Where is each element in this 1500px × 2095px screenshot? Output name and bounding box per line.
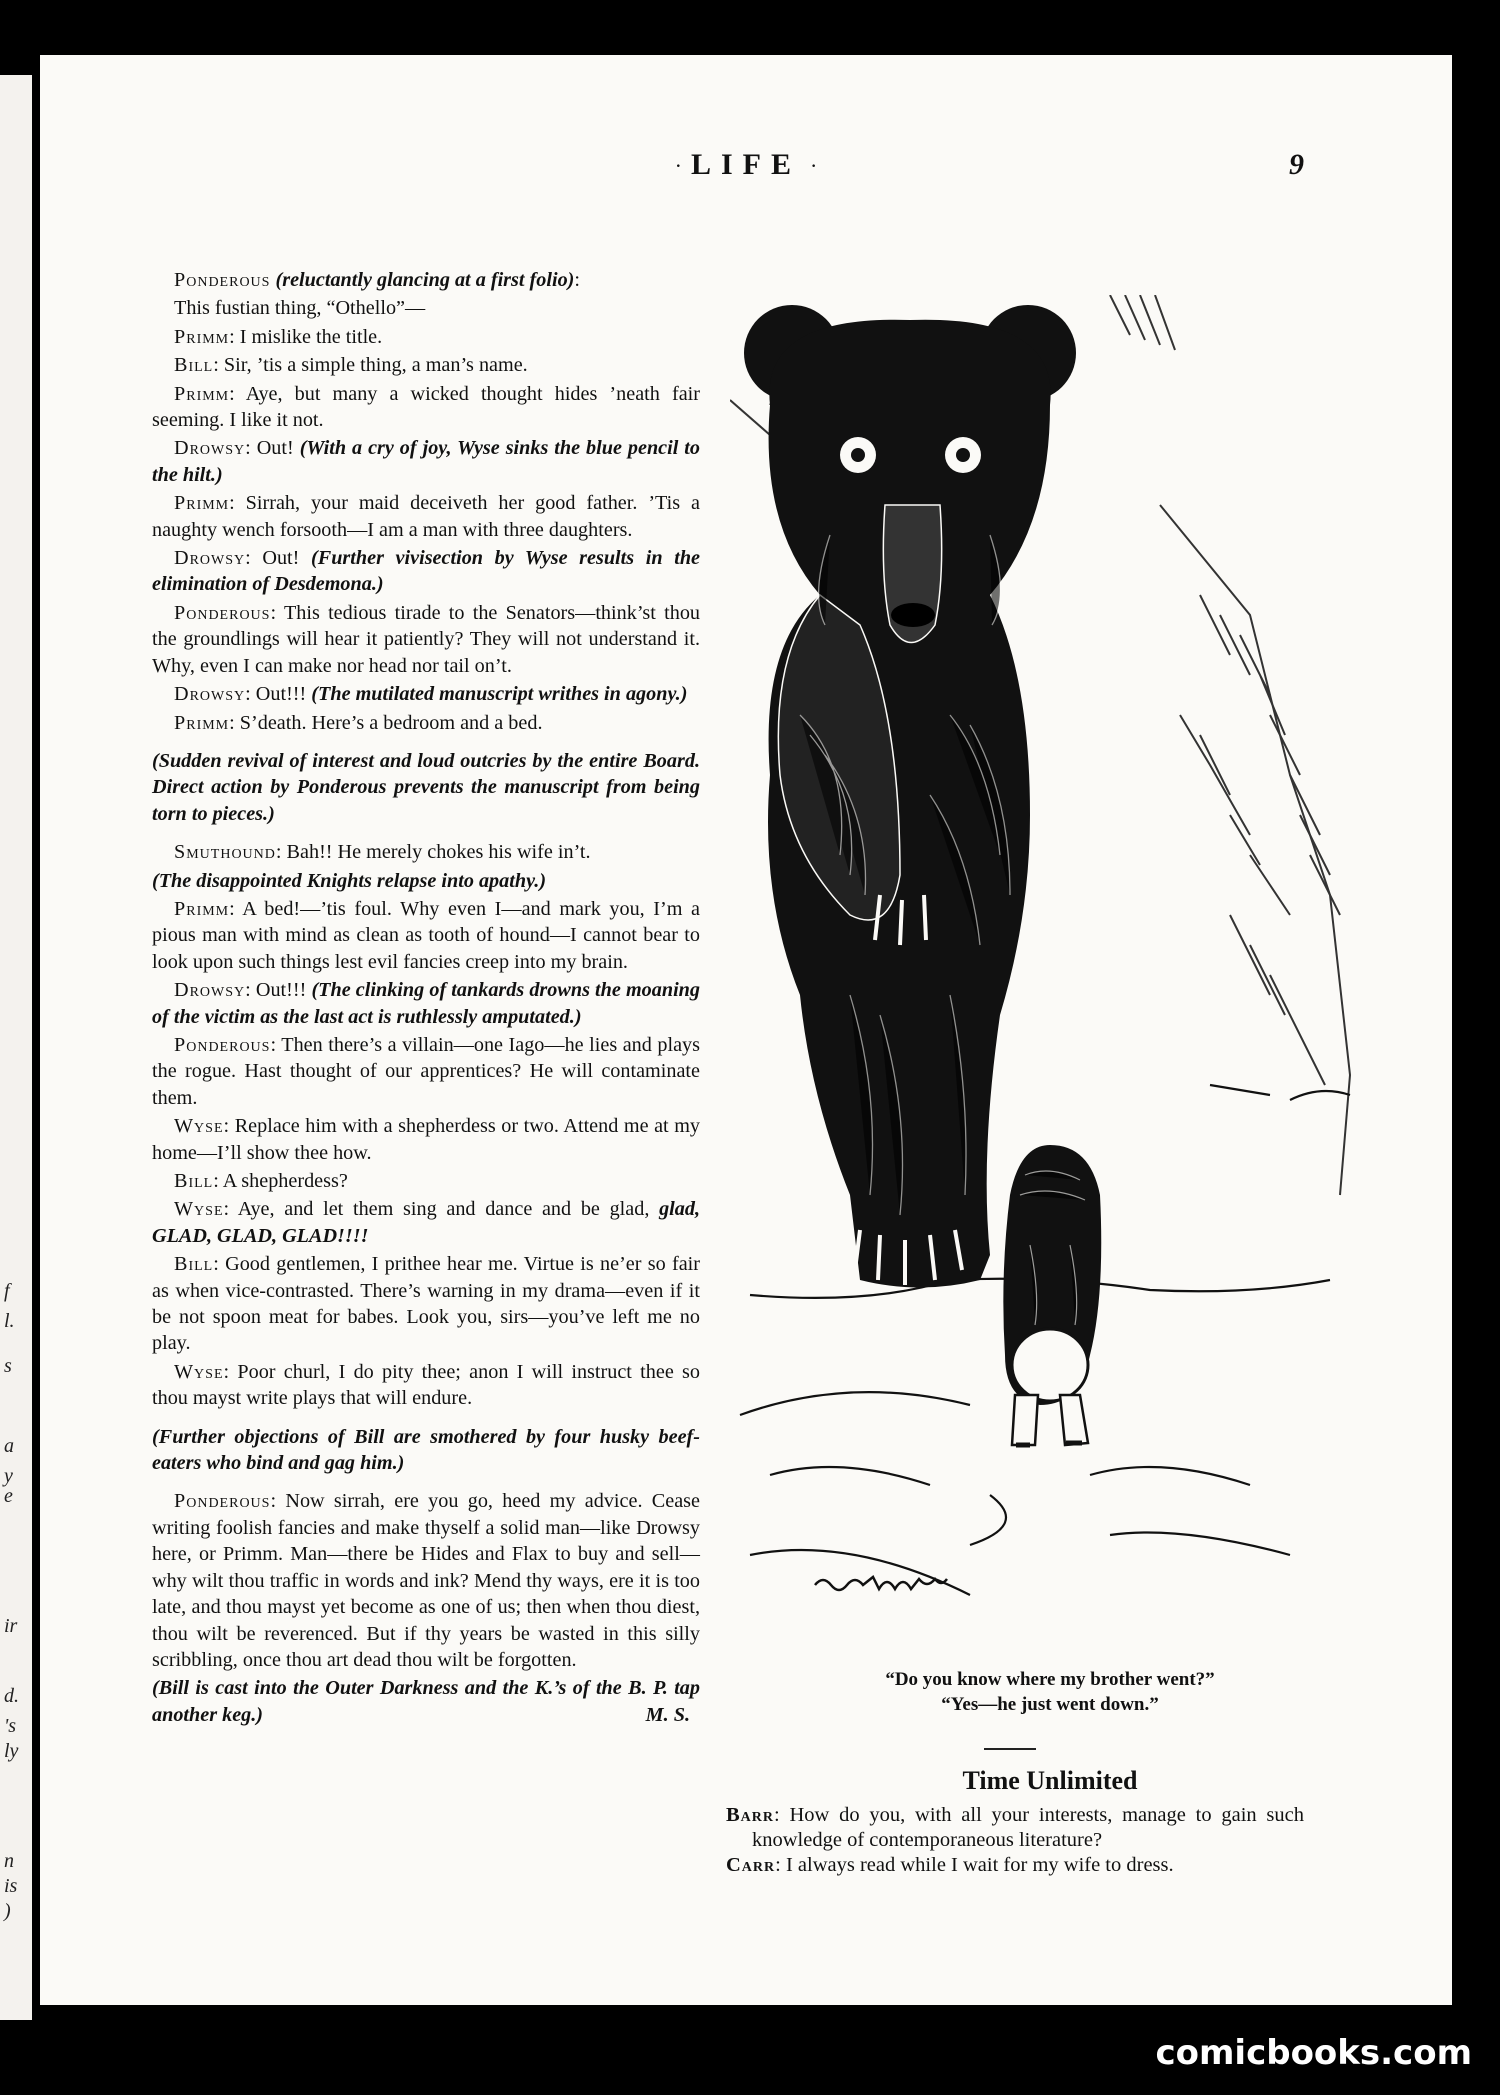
facing-page-edge (0, 75, 32, 2020)
closing-stage-direction: (Bill is cast into the Outer Darkness and the K.’s of the B. P. tap another keg.) M. S. (152, 1675, 700, 1728)
site-watermark: comicbooks.com (1155, 2033, 1472, 2073)
dialogue-line: Ponderous: This tedious tirade to the Senators—think’st thou the groundlings will hear it patiently? They will not understand it. Why, even I can make nor head nor tail on’t. (152, 601, 701, 677)
dialogue-line: Primm: Sirrah, your maid deceiveth her good father. ’Tis a naughty wench forsooth—I am a man with three daughters. (152, 492, 701, 541)
dialogue-line: Bill: Good gentlemen, I prithee hear me. Virtue is ne’er so fair as when vice-contrasted. There’s warning in my drama—even if it be not spoon meat for babes. Look you, sirs—you’ve left me no play. (152, 1253, 700, 1355)
dialogue-line: Smuthound: Bah!! He merely chokes his wife in’t. (174, 841, 591, 864)
dialogue-line: Wyse: Replace him with a shepherdess or two. Attend me at my home—I’ll show thee how. (152, 1115, 701, 1164)
facing-page-fragment: ir (4, 1615, 18, 1637)
section-divider (984, 1748, 1036, 1750)
dialogue-line: Ponderous (reluctantly glancing at a first folio): (174, 269, 581, 291)
joke-body (726, 1803, 1304, 1878)
facing-page-fragment: ) (4, 1900, 11, 1922)
facing-page-fragment: y (4, 1465, 13, 1487)
dialogue-line: Primm: A bed!—’tis foul. Why even I—and mark you, I’m a pious man with mind as clean as tooth of hound—I cannot bear to look upon such things lest evil fancies creep into my brain. (152, 897, 700, 973)
magazine-page (40, 55, 1452, 2005)
page-number: 9 (1289, 148, 1304, 181)
dialogue-line: Drowsy: Out! (With a cry of joy, Wyse sinks the blue pencil to the hilt.) (152, 437, 701, 486)
dialogue-line: Bill: A shepherdess? (174, 1170, 348, 1192)
facing-page-fragment: e (4, 1485, 13, 1507)
joke-line: Carr: I always read while I wait for my wife to dress. (726, 1854, 1174, 1876)
joke-title: Time Unlimited (962, 1766, 1138, 1795)
facing-page-fragment: a (4, 1435, 14, 1457)
stage-direction: (Sudden revival of interest and loud outcries by the entire Board. Direct action by Ponderous prevents the manuscript from being torn to pieces.) (152, 749, 700, 825)
cartoon-caption (730, 1667, 1370, 1717)
caption-question: “Do you know where my brother went?” (885, 1669, 1215, 1690)
dialogue-line: This fustian thing, “Othello”— (174, 297, 426, 320)
facing-page-fragment: 's (4, 1715, 17, 1737)
artist-signature (815, 1577, 947, 1590)
dialogue-line: Drowsy: Out!!! (The mutilated manuscript writhes in agony.) (174, 683, 688, 706)
dialogue-line: Bill: Sir, ’tis a simple thing, a man’s name. (174, 354, 528, 377)
dialogue-line: Wyse: Poor churl, I do pity thee; anon I will instruct thee so thou mayst write plays that will endure. (152, 1360, 700, 1410)
dialogue-line: Drowsy: Out!!! (The clinking of tankards drowns the moaning of the victim as the last act is ruthlessly amputated.) (152, 979, 701, 1028)
caption-answer: “Yes—he just went down.” (941, 1694, 1159, 1715)
dialogue-line: Primm: I mislike the title. (174, 325, 383, 348)
facing-page-fragment: l. (4, 1310, 15, 1332)
stage-direction: (The disappointed Knights relapse into apathy.) (152, 869, 547, 892)
dialogue-line: Drowsy: Out! (Further vivisection by Wyse results in the elimination of Desdemona.) (152, 547, 701, 596)
big-bear (744, 305, 1076, 1288)
dialogue-line: Wyse: Aye, and let them sing and dance and be glad, glad, GLAD, GLAD, GLAD!!!! (152, 1198, 701, 1247)
stage-direction: (Further objections of Bill are smothered by four husky beef-eaters who bind and gag him.) (152, 1425, 700, 1475)
facing-page-fragment: f (4, 1280, 10, 1302)
dialogue-line: Primm: Aye, but many a wicked thought hides ’neath fair seeming. I like it not. (152, 382, 700, 432)
dialogue-line: Ponderous: Then there’s a villain—one Iago—he lies and plays the rogue. Hast thought of our apprentices? He will contaminate them. (152, 1033, 701, 1109)
dialogue-line: Primm: S’death. Here’s a bedroom and a bed. (174, 711, 543, 734)
facing-page-fragment: d. (4, 1685, 19, 1707)
running-header: · LIFE · (675, 148, 817, 181)
author-initials: M. S. (645, 1703, 690, 1726)
joke-line: Barr: How do you, with all your interests, manage to gain such knowledge of contemporaneous literature? (726, 1804, 1305, 1851)
little-bear (1003, 1145, 1101, 1445)
facing-page-fragment: is (4, 1875, 18, 1897)
bear-cartoon-illustration (730, 295, 1370, 1655)
facing-page-fragment: n (4, 1850, 14, 1872)
dialogue-line: Ponderous: Now sirrah, ere you go, heed my advice. Cease writing foolish fancies and make thyself a solid man—like Drowsy here, or Primm. Man—there be Hides and Flax to buy and sell—why wilt thou traffic in words and ink? Mend thy ways, ere it is too late, and thou mayst yet become as one of us; then when thou diest, thou wilt be reverenced. But if thy years be wasted in this silly scribbling, once thou art dead thou wilt be forgotten. (152, 1490, 700, 1671)
play-text-column (152, 267, 700, 1730)
magazine-title: LIFE (690, 148, 802, 181)
facing-page-fragment: ly (4, 1740, 19, 1762)
facing-page-fragment: s (4, 1355, 12, 1377)
